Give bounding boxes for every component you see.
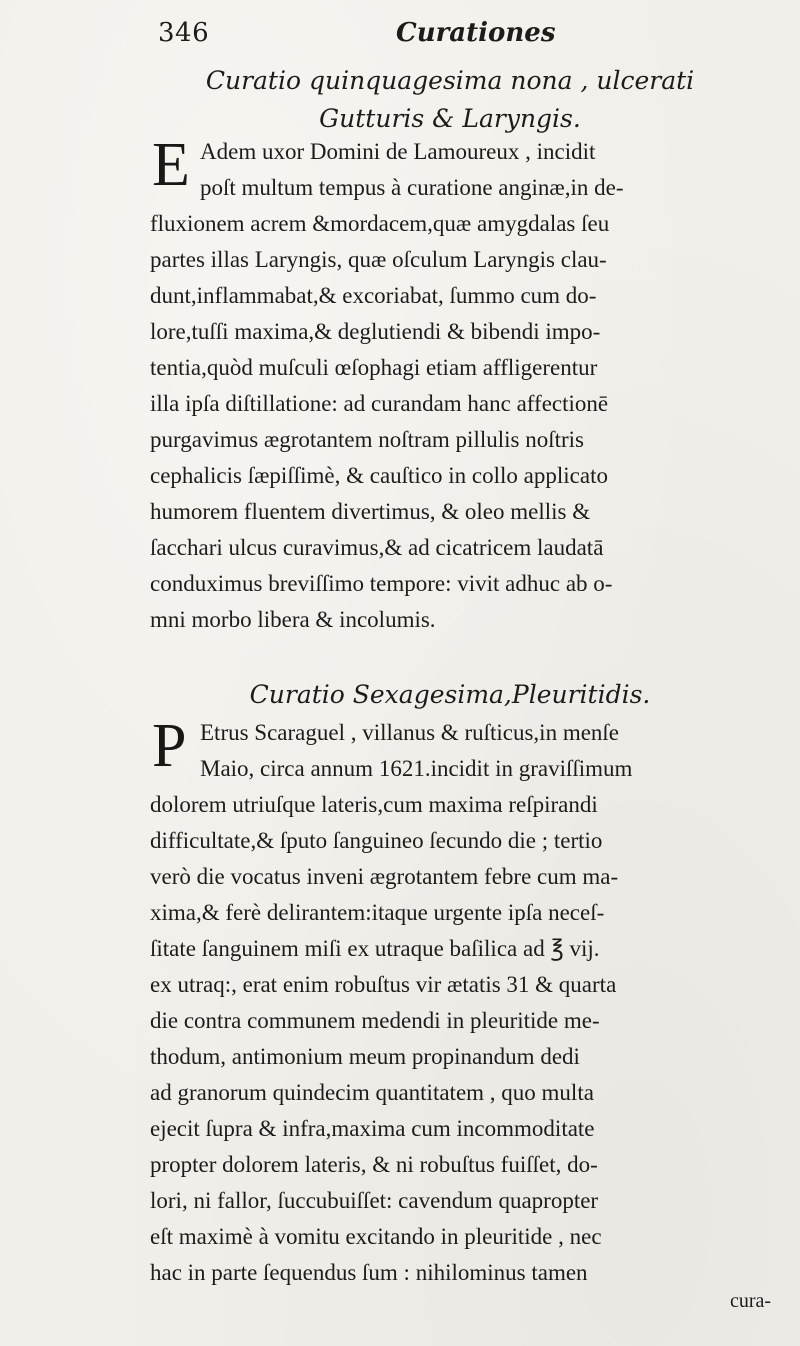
text-line: Adem uxor Domini de Lamoureux , incidit — [200, 139, 596, 164]
text-line: difficultate,& ſputo ſanguineo ſecundo die ; tertio — [150, 828, 603, 853]
text-line: verò die vocatus inveni ægrotantem febre cum ma- — [150, 864, 619, 889]
text-line: hac in parte ſequendus ſum : nihilominus tamen — [150, 1260, 588, 1285]
text-line: thodum, antimonium meum propinandum dedi — [150, 1044, 580, 1069]
text-line: dolorem utriuſque lateris,cum maxima reſpirandi — [150, 792, 598, 817]
text-line: propter dolorem lateris, & ni robuſtus fuiſſet, do- — [150, 1152, 598, 1177]
text-line: Etrus Scaraguel , villanus & ruſticus,in menſe — [200, 720, 620, 745]
text-line: fluxionem acrem &mordacem,quæ amygdalas ſeu — [150, 211, 610, 236]
text-line: xima,& ferè delirantem:itaque urgente ipſa neceſ- — [150, 900, 605, 925]
text-line: humorem fluentem divertimus, & oleo mellis & — [150, 499, 591, 524]
text-line: tentia,quòd muſculi œſophagi etiam affligerentur — [150, 355, 598, 380]
text-line: cephalicis ſæpiſſimè, & cauſtico in collo applicato — [150, 463, 608, 488]
text-line: ſitate ſanguinem miſi ex utraque baſilica ad ℥ vij. — [150, 936, 600, 961]
section-title: Curatio Sexagesima,Pleuritidis. — [249, 680, 651, 709]
page-number: 346 — [158, 18, 210, 48]
text-line: purgavimus ægrotantem noſtram pillulis noſtris — [150, 427, 584, 452]
text-line: die contra communem medendi in pleuritide me- — [150, 1008, 600, 1033]
drop-cap: P — [152, 712, 187, 780]
text-line: lore,tuſſi maxima,& deglutiendi & bibendi impo- — [150, 319, 601, 344]
drop-cap: E — [152, 131, 190, 199]
section-title-line: Curatio quinquagesima nona , ulcerati — [205, 66, 695, 95]
text-line: illa ipſa diſtillatione: ad curandam hanc affectionē — [150, 391, 609, 416]
text-line: ad granorum quindecim quantitatem , quo multa — [150, 1080, 594, 1105]
text-line: ejecit ſupra & infra,maxima cum incommoditate — [150, 1116, 595, 1141]
text-line: ex utraq:, erat enim robuſtus vir ætatis 31 & quarta — [150, 972, 617, 997]
text-line: poſt multum tempus à curatione anginæ,in de- — [200, 175, 624, 200]
catchword: cura- — [730, 1290, 772, 1312]
text-line: mni morbo libera & incolumis. — [150, 607, 436, 632]
running-title: Curationes — [396, 18, 556, 48]
running-head — [158, 14, 758, 54]
text-line: dunt,inflammabat,& excoriabat, ſummo cum do- — [150, 283, 597, 308]
text-line: Maio, circa annum 1621.incidit in graviſſimum — [200, 756, 633, 781]
text-line: eſt maximè à vomitu excitando in pleuritide , nec — [150, 1224, 602, 1249]
text-line: conduximus breviſſimo tempore: vivit adhuc ab o- — [150, 571, 613, 596]
text-line: ſacchari ulcus curavimus,& ad cicatricem laudatā — [150, 535, 604, 560]
section-title-line: Gutturis & Laryngis. — [319, 104, 581, 133]
text-line: lori, ni fallor, ſuccubuiſſet: cavendum quapropter — [150, 1188, 599, 1213]
text-line: partes illas Laryngis, quæ oſculum Laryngis clau- — [150, 247, 607, 272]
